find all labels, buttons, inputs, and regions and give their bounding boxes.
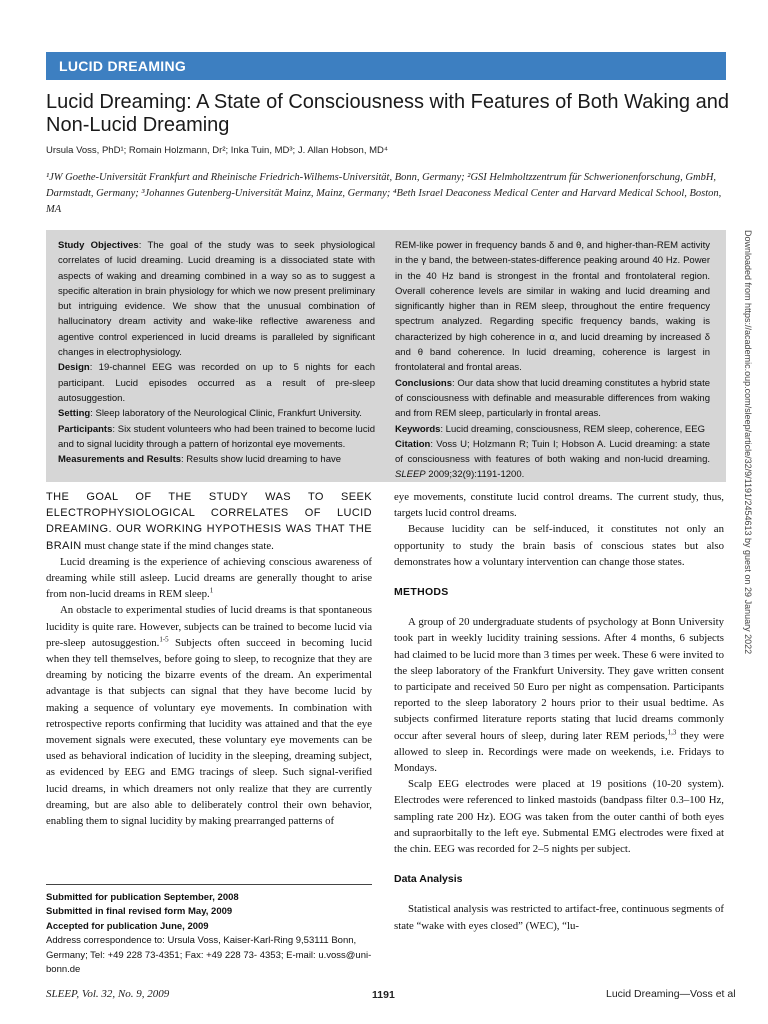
page-number: 1191: [372, 989, 395, 1001]
intro-caps: THE GOAL OF THE STUDY WAS TO SEEK ELECTROPHYSIOLOGICAL CORRELATES OF LUCID DREAMING. OUR WORKING HYPOTHESIS WAS THAT THE BRAIN: [46, 491, 372, 552]
section-banner: [46, 52, 726, 80]
body-right-column: [394, 489, 724, 934]
design-text: : 19-channel EEG was recorded on up to 5 nights for each participant. Lucid episodes occurred as a result of pre-sleep autosuggestion.: [58, 362, 375, 404]
participants-label: Participants: [58, 423, 113, 435]
paragraph-lucid-definition: Lucid dreaming is the experience of achieving conscious awareness of dreaming while still asleep. Lucid dreams are generally thought to arise from non-lucid dreams in REM sleep.$^1$: [46, 555, 372, 601]
setting-label: Setting: [58, 408, 91, 420]
measurements-label: Measurements and Results: [58, 454, 182, 466]
abstract-right-column: [395, 238, 710, 483]
paragraph-data-analysis: Statistical analysis was restricted to artifact-free, continuous segments of state “wake with eyes closed” (WEC), “lu-: [394, 903, 724, 932]
keywords-label: Keywords: [395, 423, 441, 435]
citation-text: : Voss U; Holzmann R; Tuin I; Hobson A. Lucid dreaming: a state of consciousness with features of both waking and non-lucid dreaming.: [395, 438, 710, 466]
study-objectives-text: : The goal of the study was to seek physiological correlates of lucid dreaming. Lucid dreaming is a dissociated state with aspects of waking and dreaming combined in a way so as to suggest a specific alteration in brain physiology for which we now present preliminary but intriguing evidence. We show that the unusual combination of hallucinatory dream activity and wake-like reflective awareness and agentive control experienced in lucid dreams is paralleled by significant changes in electrophysiology.: [58, 240, 375, 359]
accepted-date: Accepted for publication June, 2009: [46, 920, 209, 932]
participants-text: : Six student volunteers who had been trained to become lucid and to signal lucidity through a pattern of horizontal eye movements.: [58, 423, 375, 450]
reference-sup: 1: [209, 586, 214, 595]
paragraph-self-induced: Because lucidity can be self-induced, it constitutes not only an opportunity to study the brain basis of conscious states but also demonstrates how a voluntary intervention can change those states.: [394, 523, 724, 568]
paragraph-methods-participants: A group of 20 undergraduate students of psychology at Bonn University took part in weekly lucidity training sessions. After 4 months, 6 subjects had claimed to be lucid more than 3 times per week. These 6 were invited to the sleep laboratory of the Frankfurt University. They gave written consent to participate and received 50 Euro per night as compensation. Participants reported to the sleep laboratory 2 hours prior to their usual bedtime. As subjects confirmed literature reports stating that lucid dreams commonly occur after several hours of sleep, during later REM periods,$^{1,3}$ they were allowed to sleep in. Recordings were made on weekends, i.e. Fridays to Mondays.: [394, 616, 724, 775]
submitted-date: Submitted for publication September, 2008: [46, 892, 239, 903]
paragraph-obstacle: An obstacle to experimental studies of lucid dreams is that spontaneous lucidity is quite rare. However, subjects can be trained to become lucid via pre-sleep autosuggestion.$^{1-5}$ Subjects often succeed in becoming lucid when they tell themselves, before going to sleep, to recognize that they are dreaming by noticing the bizarre events of the dream. An experimental advantage is that subjects can signal that they have become lucid by making a sequence of voluntary eye movements. In combination with retrospective reports confirming that lucidity was attained and that the eye movement signals were executed, these voluntary eye movements can be used as behavioral indication of lucidity in the sleeping, dreaming subject, as evidenced by EEG and EMG tracings of sleep. Such signal-verified lucid dreams, in which dreamers not only realize that they are currently dreaming, but are also able to deliberately control their own behavior, enabling them to signal lucidity by making prearranged patterns of: [46, 604, 372, 828]
citation-volume: 2009;32(9):1191-1200.: [425, 469, 525, 481]
citation-label: Citation: [395, 438, 431, 450]
body-left-column: [46, 489, 372, 829]
submission-info: [46, 891, 372, 977]
abstract-box: [46, 230, 726, 482]
running-title: Lucid Dreaming—Voss et al: [606, 988, 736, 1000]
study-objectives-label: Study Objectives: [58, 240, 139, 251]
footer-journal: SLEEP, Vol. 32, No. 9, 2009: [46, 988, 170, 1000]
keywords-text: : Lucid dreaming, consciousness, REM sleep, coherence, EEG: [440, 423, 705, 435]
reference-sup: 1-5: [159, 635, 169, 644]
citation-journal: SLEEP: [395, 469, 426, 481]
article-title: Lucid Dreaming: A State of Consciousness with Features of Both Waking and Non-Lucid Dreaming: [46, 91, 729, 136]
authors: Ursula Voss, PhD¹; Romain Holzmann, Dr²; Inka Tuin, MD³; J. Allan Hobson, MD⁴: [46, 145, 388, 156]
intro-rest: must change state if the mind changes state.: [81, 539, 274, 552]
paragraph-methods-eeg: Scalp EEG electrodes were placed at 19 positions (10-20 system). Electrodes were referenced to linked mastoids (bandpass filter 0.3–100 Hz, sampling rate 200 Hz). EOG was taken from the outer canthi of both eyes and supraorbitally to the left eye. Submental EMG electrodes were fixed at the chin. EEG was recorded for 2–5 nights per subject.: [394, 778, 724, 856]
section-banner-label: LUCID DREAMING: [59, 58, 187, 74]
methods-heading: METHODS: [394, 586, 449, 599]
revised-date: Submitted in final revised form May, 2009: [46, 906, 233, 918]
paragraph-continued: eye movements, constitute lucid control dreams. The current study, thus, targets lucid control dreams.: [394, 491, 724, 520]
conclusions-text: : Our data show that lucid dreaming constitutes a hybrid state of consciousness with definable and measurable differences from waking and from REM sleep, particularly in frontal areas.: [395, 377, 710, 420]
intro-paragraph: [46, 489, 372, 554]
correspondence-address: Address correspondence to: Ursula Voss, Kaiser-Karl-Ring 9,53111 Bonn, Germany; Tel: +49 228 73-4351; Fax: +49 228 73- 4353; E-mail: u.voss@uni-bonn.de: [46, 935, 372, 976]
design-label: Design: [58, 362, 90, 374]
data-analysis-heading: Data Analysis: [394, 873, 463, 886]
measurements-text: : Results show lucid dreaming to have: [181, 454, 342, 466]
abstract-left-column: [58, 238, 375, 467]
measurements-text-continued: REM-like power in frequency bands δ and θ, and higher-than-REM activity in the γ band, the between-states-difference peaking around 40 Hz. Power in the 40 Hz band is strongest in the frontal and frontolateral region. Overall coherence levels are similar in waking and lucid dreaming and significantly higher than in REM sleep, throughout the entire frequency spectrum analyzed. Regarding specific frequency bands, waking is characterized by high coherence in α, and lucid dreaming by increased δ and θ band coherence. In lucid dreaming, coherence is largest in frontolateral and frontal areas.: [395, 240, 710, 374]
submission-divider: [46, 884, 372, 885]
affiliations: ¹JW Goethe-Universität Frankfurt and Rheinische Friedrich-Wilhems-Universität, Bonn, Germany; ²GSI Helmholtzzentrum für Schwerionenforschung, GmbH, Darmstadt, Germany; ³Johannes Gutenberg-Universität Mainz, Mainz, Germany; ⁴Beth Israel Deaconess Medical Center and Harvard Medical School, Boston, MA: [46, 172, 722, 215]
download-note: Downloaded from https://academic.oup.com/sleep/article/32/9/1191/2454613 by guest on 29 January 2022: [743, 230, 753, 655]
conclusions-label: Conclusions: [395, 377, 453, 389]
setting-text: : Sleep laboratory of the Neurological Clinic, Frankfurt University.: [90, 408, 362, 420]
reference-sup: 1,3: [667, 728, 677, 737]
